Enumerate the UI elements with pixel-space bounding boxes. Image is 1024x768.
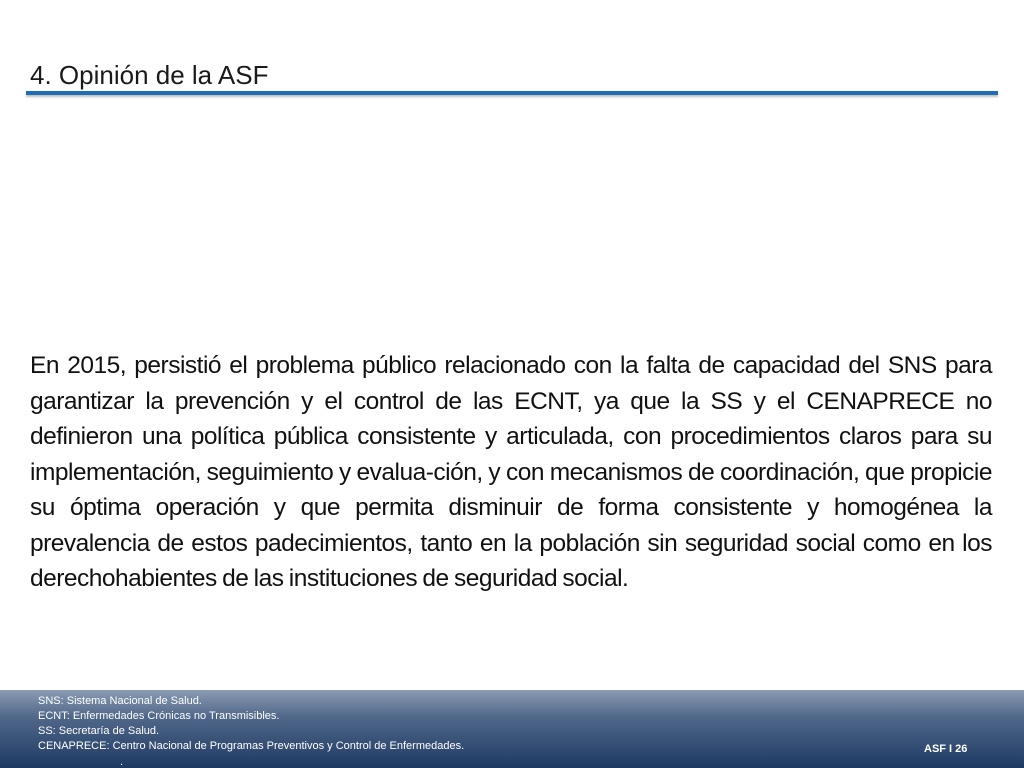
note-ss: SS: Secretaría de Salud.	[38, 725, 160, 737]
page-number: ASF I 26	[924, 743, 968, 755]
note-ecnt: ECNT: Enfermedades Crónicas no Transmisibles.	[38, 710, 280, 722]
slide-title: 4. Opinión de la ASF	[30, 60, 269, 90]
footer-trailing-mark: .	[120, 756, 124, 768]
note-cenaprece: CENAPRECE: Centro Nacional de Programas Preventivos y Control de Enfermedades.	[38, 740, 465, 752]
footer-bar	[0, 690, 1024, 768]
body-paragraph: En 2015, persistió el problema público relacionado con la falta de capacidad del SNS para garantizar la prevención y el control de las ECNT, ya que la SS y el CENAPRECE no definieron una política pública consistente y articulada, con procedimientos claros para su implementación, seguimiento y evalua-ción, y con mecanismos de coordinación, que propicie su óptima operación y que permita disminuir de forma consistente y homogénea la prevalencia de estos padecimientos, tanto en la población sin seguridad social como en los derechohabientes de las instituciones de seguridad social.	[30, 352, 992, 592]
title-underline	[26, 91, 998, 95]
footer-notes	[38, 694, 464, 754]
note-sns: SNS: Sistema Nacional de Salud.	[38, 695, 202, 707]
